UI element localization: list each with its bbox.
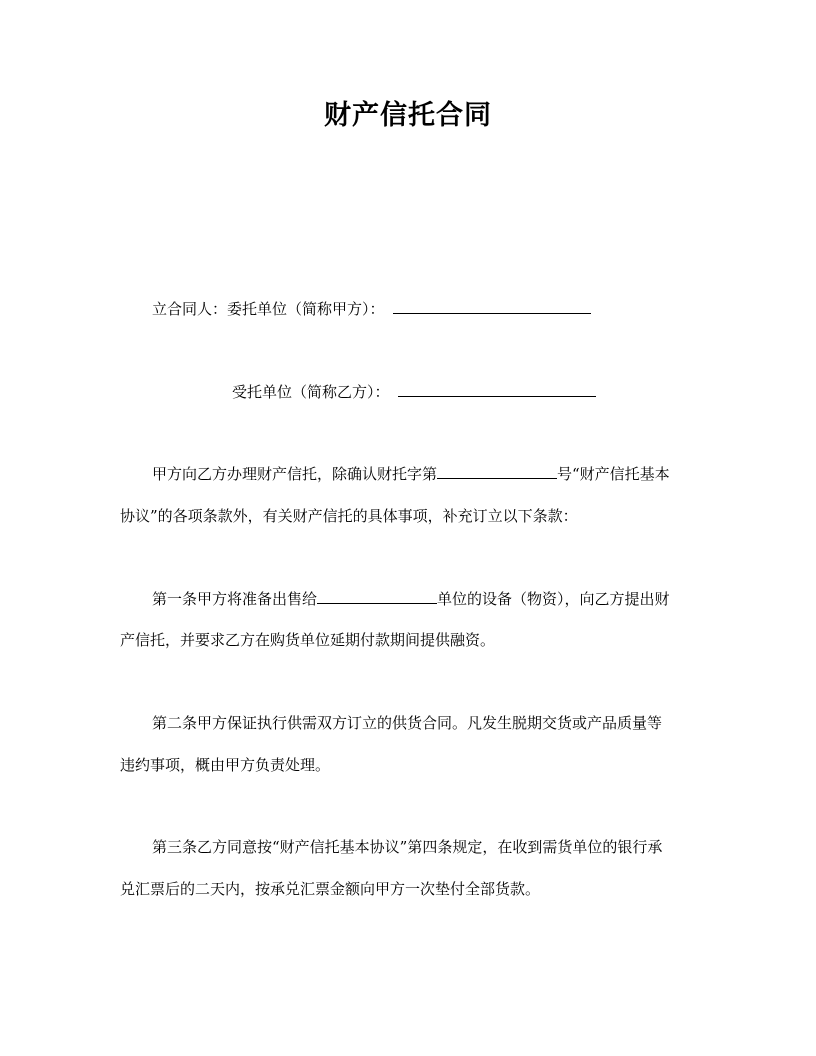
party-b-blank-field[interactable] — [398, 380, 596, 397]
article1-text-pre: 第一条甲方将准备出售给 — [152, 590, 318, 608]
agreement-number-blank-field[interactable] — [437, 462, 557, 479]
intro-text-post: 号“财产信托基本 — [557, 465, 670, 483]
article1-text-post: 单位的设备（物资），向乙方提出财 — [437, 590, 670, 608]
document-title: 财产信托合同 — [324, 100, 492, 131]
article2-line-1: 第二条甲方保证执行供需双方订立的供货合同。凡发生脱期交货或产品质量等 — [152, 714, 663, 732]
article3-line-2: 兑汇票后的二天内，按承兑汇票金额向甲方一次垫付全部货款。 — [120, 880, 541, 898]
party-a-label: 立合同人：委托单位（简称甲方）： — [152, 300, 385, 318]
party-b-label: 受托单位（简称乙方）： — [232, 383, 390, 401]
buyer-unit-blank-field[interactable] — [317, 587, 437, 604]
article1-line-2: 产信托，并要求乙方在购货单位延期付款期间提供融资。 — [120, 631, 496, 649]
article2-line-2: 违约事项，概由甲方负责处理。 — [120, 756, 331, 774]
article3-line-1: 第三条乙方同意按“财产信托基本协议”第四条规定，在收到需货单位的银行承 — [152, 838, 663, 856]
party-b-line — [232, 380, 596, 403]
party-a-blank-field[interactable] — [393, 297, 591, 314]
article1-line-1 — [152, 587, 670, 610]
intro-text-pre: 甲方向乙方办理财产信托，除确认财托字第 — [152, 465, 438, 483]
intro-line-2: 协议”的各项条款外，有关财产信托的具体事项，补充订立以下条款： — [120, 507, 578, 525]
intro-line-1 — [152, 462, 670, 485]
party-a-line — [152, 297, 591, 320]
